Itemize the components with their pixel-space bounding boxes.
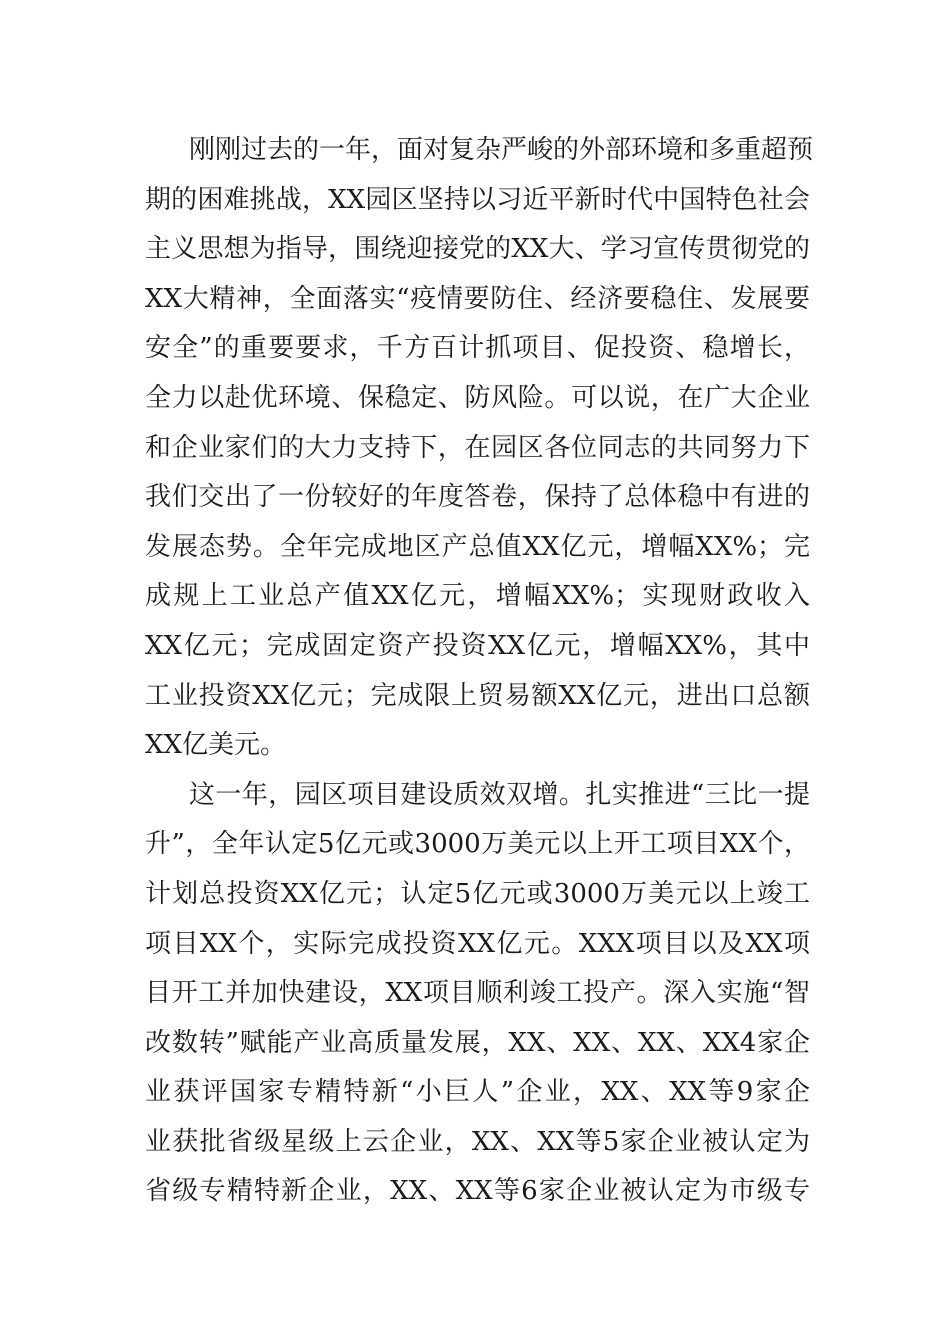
- text-line: 安全”的重要要求，千方百计抓项目、促投资、稳增长，: [145, 333, 810, 364]
- document-body: [145, 126, 814, 1217]
- text-line: 我们交出了一份较好的年度答卷，保持了总体稳中有进的: [145, 482, 810, 513]
- text-line: 升”，全年认定5亿元或3000万美元以上开工项目XX个，: [145, 829, 810, 860]
- text-line: 业获评国家专精特新“小巨人”企业，XX、XX等9家企: [145, 1077, 810, 1108]
- text-line: 业获批省级星级上云企业，XX、XX等5家企业被认定为: [145, 1126, 810, 1157]
- text-line: 项目XX个，实际完成投资XX亿元。XXX项目以及XX项: [145, 928, 810, 959]
- paragraph-1: [145, 126, 814, 771]
- text-line: 改数转”赋能产业高质量发展，XX、XX、XX、XX4家企: [145, 1027, 810, 1058]
- text-line: XX大精神，全面落实“疫情要防住、经济要稳住、发展要: [145, 283, 810, 314]
- text-line: XX亿美元。: [145, 730, 287, 761]
- text-line: 主义思想为指导，围绕迎接党的XX大、学习宣传贯彻党的: [145, 234, 810, 265]
- text-line: 省级专精特新企业，XX、XX等6家企业被认定为市级专: [145, 1176, 810, 1207]
- text-line: 工业投资XX亿元；完成限上贸易额XX亿元，进出口总额: [145, 680, 810, 711]
- text-line: 这一年，园区项目建设质效双增。扎实推进“三比一提: [189, 779, 810, 810]
- paragraph-2: [145, 771, 810, 1217]
- text-line: 期的困难挑战，XX园区坚持以习近平新时代中国特色社会: [145, 184, 810, 215]
- text-line: XX亿元；完成固定资产投资XX亿元，增幅XX%，其中: [145, 630, 810, 661]
- text-line: 全力以赴优环境、保稳定、防风险。可以说，在广大企业: [145, 382, 810, 413]
- text-line: 刚刚过去的一年，面对复杂严峻的外部环境和多重超预: [189, 135, 814, 165]
- text-line: 目开工并加快建设，XX项目顺利竣工投产。深入实施“智: [145, 978, 810, 1009]
- text-line: 发展态势。全年完成地区产总值XX亿元，增幅XX%；完: [145, 531, 810, 562]
- text-line: 成规上工业总产值XX亿元，增幅XX%；实现财政收入: [145, 581, 810, 612]
- text-line: 和企业家们的大力支持下，在园区各位同志的共同努力下: [145, 432, 810, 463]
- text-line: 计划总投资XX亿元；认定5亿元或3000万美元以上竣工: [145, 878, 810, 909]
